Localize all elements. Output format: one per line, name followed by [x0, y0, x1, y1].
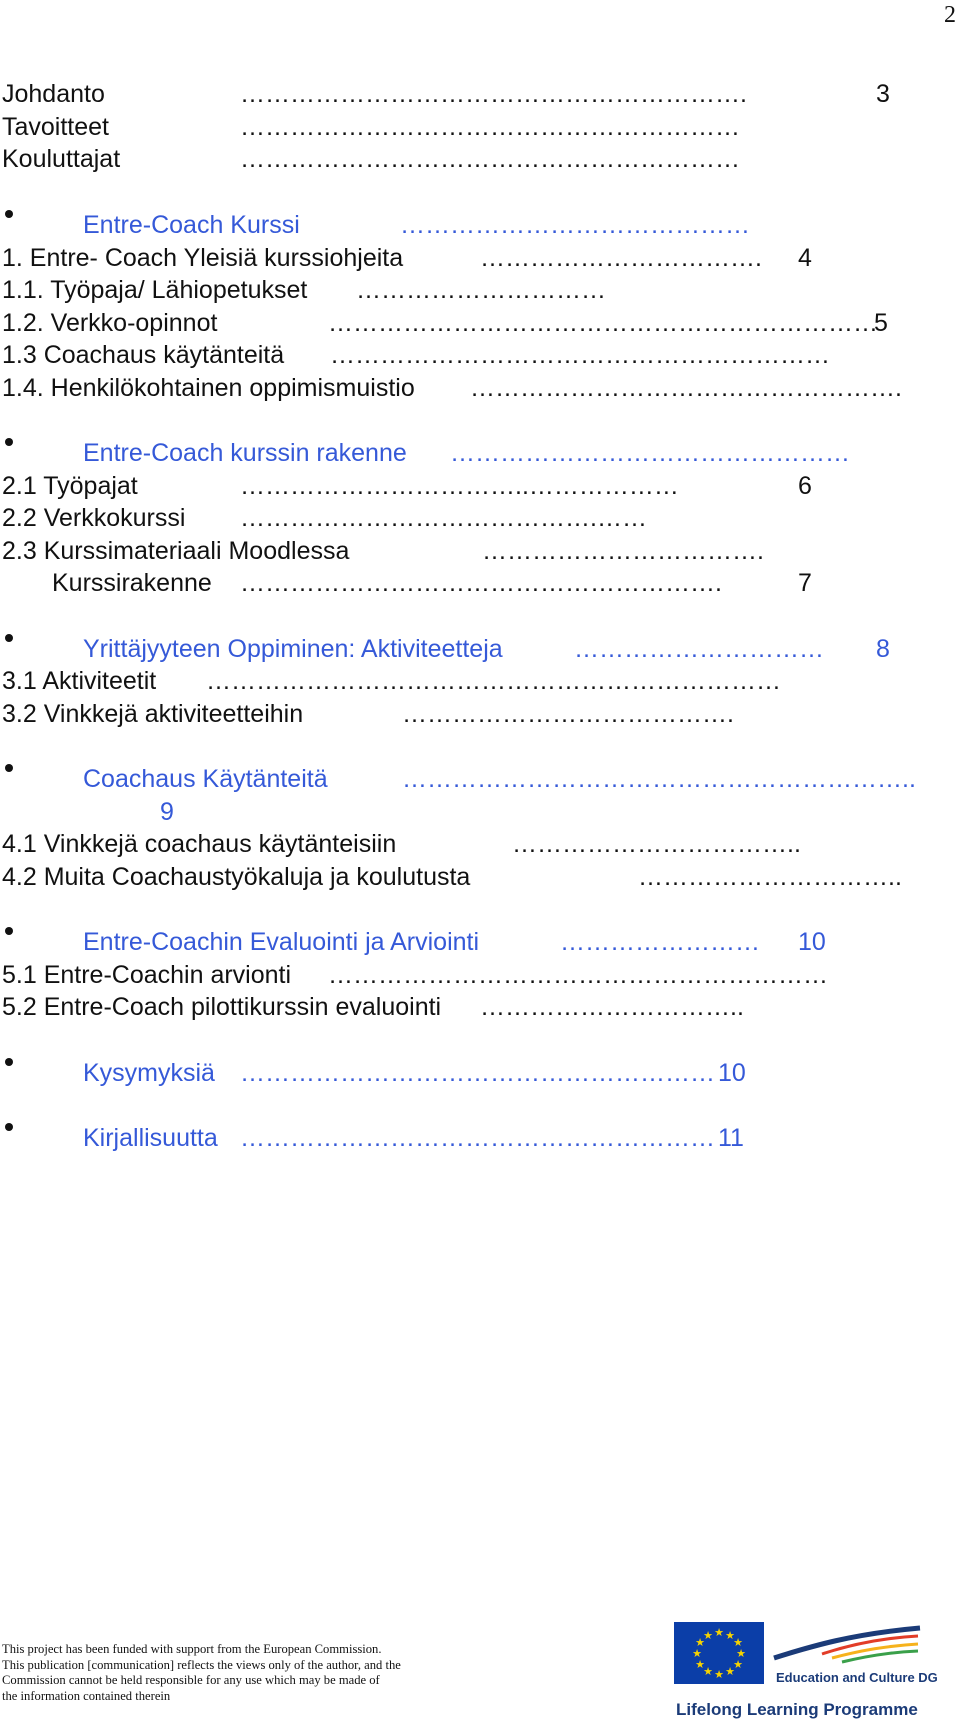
toc-leader: …………………………………………………	[240, 1124, 715, 1152]
toc-leader: …………………………	[574, 635, 824, 663]
svg-text:★: ★	[733, 1658, 743, 1671]
toc-leader: ……………………………………………………	[240, 113, 740, 141]
toc-leader: …………………………	[356, 276, 606, 304]
toc-leader: …………………………………………………….	[240, 80, 747, 108]
svg-text:★: ★	[736, 1647, 746, 1660]
toc-title: 2.3 Kurssimateriaali Moodlessa	[2, 537, 350, 565]
toc-leader: …………………………………….……	[240, 504, 647, 532]
bullet-icon	[5, 927, 13, 935]
toc-page: 7	[798, 569, 812, 597]
page-number: 2	[944, 2, 956, 28]
toc-leader: ……………………	[560, 928, 760, 956]
toc-title: Entre-Coach kurssin rakenne	[83, 439, 407, 467]
footer-line: This project has been funded with support from the European Commission.	[2, 1642, 382, 1656]
svg-text:★: ★	[733, 1636, 743, 1649]
toc-leader: …………………………….	[480, 244, 762, 272]
toc-leader: ……………………………………………………	[240, 145, 740, 173]
bullet-icon	[5, 634, 13, 642]
toc-title: 2.1 Työpajat	[2, 472, 138, 500]
toc-page: 6	[798, 472, 812, 500]
toc-title: Johdanto	[2, 80, 105, 108]
eu-flag-icon	[674, 1622, 764, 1684]
toc-leader: ………………………………………………….	[240, 569, 722, 597]
toc-leader: …………………………..	[638, 863, 902, 891]
toc-title: 5.1 Entre-Coachin arvionti	[2, 961, 292, 989]
toc-title: 1.4. Henkilökohtainen oppimismuistio	[2, 374, 415, 402]
toc-title: Entre-Coach Kurssi	[83, 211, 300, 239]
svg-text:★: ★	[703, 1629, 713, 1642]
toc-title: Entre-Coachin Evaluointi ja Arviointi	[83, 928, 480, 956]
llp-label: Lifelong Learning Programme	[676, 1700, 918, 1719]
toc-title: Yrittäjyyteen Oppiminen: Aktiviteetteja	[83, 635, 503, 663]
toc-leader: ……………………………………………………	[328, 961, 828, 989]
svg-text:★: ★	[725, 1665, 735, 1678]
footer-line: Commission cannot be held responsible for any use which may be made of	[2, 1673, 380, 1687]
toc-title: Kysymyksiä	[83, 1059, 215, 1087]
svg-text:★: ★	[703, 1665, 713, 1678]
toc-title: Coachaus Käytänteitä	[83, 765, 328, 793]
toc-leader: …………………………………………	[450, 439, 850, 467]
toc-leader: …………………………………………………………	[328, 309, 878, 337]
toc-title: 1.1. Työpaja/ Lähiopetukset	[2, 276, 308, 304]
bullet-icon	[5, 210, 13, 218]
toc-leader: ………………………………….	[402, 700, 734, 728]
toc-title: 1.3 Coachaus käytänteitä	[2, 341, 285, 369]
toc-leader: …………………………..	[480, 993, 744, 1021]
svg-text:★: ★	[692, 1647, 702, 1660]
bullet-icon	[5, 1123, 13, 1131]
toc-page: 10	[718, 1059, 746, 1087]
toc-leader: ……………………………………………………………	[206, 667, 781, 695]
toc-page: 4	[798, 244, 812, 272]
toc-title: Kirjallisuutta	[83, 1124, 218, 1152]
toc-title: 3.2 Vinkkejä aktiviteetteihin	[2, 700, 304, 728]
toc-leader: …………………………………………….	[470, 374, 902, 402]
toc-title: 3.1 Aktiviteetit	[2, 667, 157, 695]
toc-leader: ……………………………………………………	[330, 341, 830, 369]
svg-text:★: ★	[714, 1626, 724, 1639]
toc-page: 10	[798, 928, 826, 956]
bullet-icon	[5, 1058, 13, 1066]
toc-title: 2.2 Verkkokurssi	[2, 504, 186, 532]
footer-disclaimer	[2, 1642, 472, 1704]
toc-leader: …………………………….	[482, 537, 764, 565]
toc-leader: ……………………………..	[512, 830, 801, 858]
footer-line: the information contained therein	[2, 1688, 171, 1703]
toc-title: 4.2 Muita Coachaustyökaluja ja koulutusta	[2, 863, 471, 891]
toc-title: 4.1 Vinkkejä coachaus käytänteisiin	[2, 830, 397, 858]
toc-title: Kurssirakenne	[52, 569, 212, 597]
toc-leader: ……………………………………	[400, 211, 750, 239]
svg-text:★: ★	[714, 1668, 724, 1681]
toc-page: 8	[876, 635, 890, 663]
toc-title: 1.2. Verkko-opinnot	[2, 309, 218, 337]
toc-title: 1. Entre- Coach Yleisiä kurssiohjeita	[2, 244, 404, 272]
swoosh-logo-icon	[772, 1624, 922, 1664]
toc-page: 11	[718, 1124, 744, 1152]
bullet-icon	[5, 438, 13, 446]
svg-text:★: ★	[695, 1658, 705, 1671]
svg-text:★: ★	[695, 1636, 705, 1649]
bullet-icon	[5, 764, 13, 772]
toc-page: 9	[160, 798, 174, 826]
dg-label: Education and Culture DG	[776, 1670, 938, 1685]
toc-page: 3	[876, 80, 890, 108]
toc-title: Tavoitteet	[2, 113, 110, 141]
toc-leader: …………………………………………………	[240, 1059, 715, 1087]
toc-leader: ……………………………..………………	[240, 472, 679, 500]
toc-leader: ……………………………………………………..	[402, 765, 916, 793]
footer-line: This publication [communication] reflects the views only of the author, and the	[2, 1657, 401, 1672]
toc-page: 5	[874, 309, 888, 337]
toc-title: 5.2 Entre-Coach pilottikurssin evaluointi	[2, 993, 442, 1021]
svg-text:★: ★	[725, 1629, 735, 1642]
toc-title: Kouluttajat	[2, 145, 121, 173]
